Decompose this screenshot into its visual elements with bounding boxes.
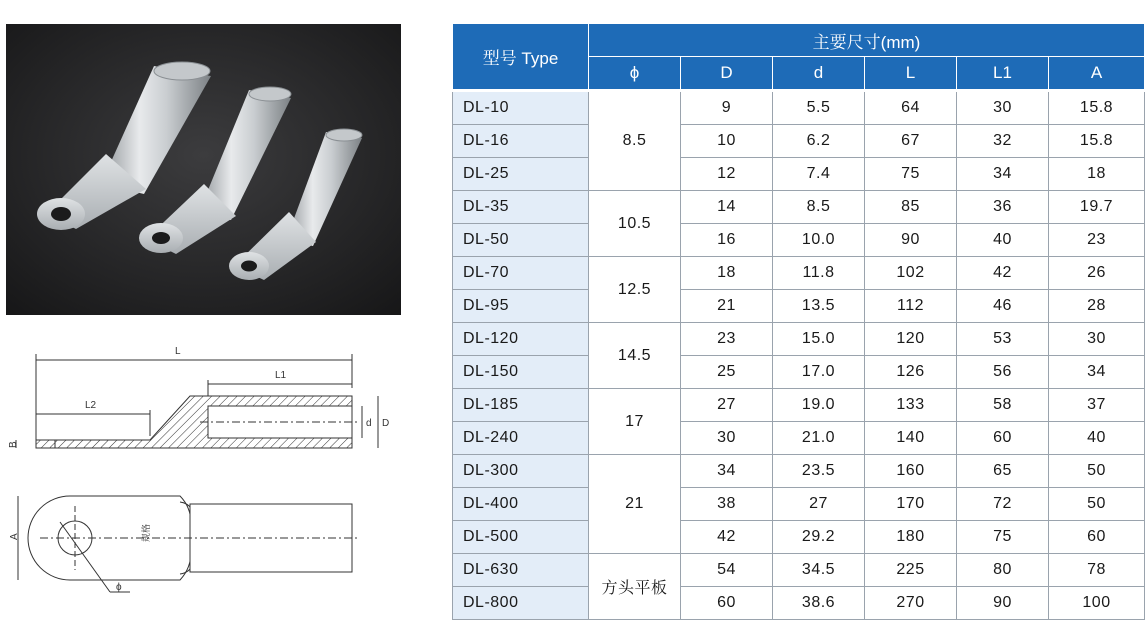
value-cell-L: 85 [865, 191, 957, 224]
technical-drawing [0, 336, 420, 616]
value-cell-A: 78 [1049, 554, 1145, 587]
spec-table [452, 23, 1145, 620]
value-cell-A: 26 [1049, 257, 1145, 290]
dim-A-label: A [9, 533, 20, 540]
value-cell-d: 10.0 [773, 224, 865, 257]
value-cell-A: 40 [1049, 422, 1145, 455]
value-cell-L1: 40 [957, 224, 1049, 257]
side-view [8, 346, 389, 448]
value-cell-d: 38.6 [773, 587, 865, 620]
phi-cell: 方头平板 [589, 554, 681, 620]
value-cell-L: 126 [865, 356, 957, 389]
value-cell-L1: 30 [957, 91, 1049, 125]
model-cell: DL-10 [453, 91, 589, 125]
col-header-L: L [865, 57, 957, 91]
table-row [453, 91, 1145, 125]
value-cell-D: 14 [681, 191, 773, 224]
model-cell: DL-95 [453, 290, 589, 323]
value-cell-L1: 36 [957, 191, 1049, 224]
value-cell-A: 28 [1049, 290, 1145, 323]
value-cell-A: 50 [1049, 488, 1145, 521]
model-cell: DL-16 [453, 125, 589, 158]
model-cell: DL-400 [453, 488, 589, 521]
value-cell-d: 29.2 [773, 521, 865, 554]
model-cell: DL-630 [453, 554, 589, 587]
value-cell-d: 13.5 [773, 290, 865, 323]
value-cell-d: 7.4 [773, 158, 865, 191]
dim-d-label: d [366, 418, 372, 429]
table-row [453, 356, 1145, 389]
value-cell-L1: 56 [957, 356, 1049, 389]
value-cell-L1: 32 [957, 125, 1049, 158]
value-cell-A: 18 [1049, 158, 1145, 191]
product-photo [6, 24, 401, 315]
value-cell-D: 23 [681, 323, 773, 356]
value-cell-A: 100 [1049, 587, 1145, 620]
col-header-D: D [681, 57, 773, 91]
value-cell-L: 112 [865, 290, 957, 323]
top-view [9, 496, 360, 593]
value-cell-L: 75 [865, 158, 957, 191]
table-row [453, 224, 1145, 257]
value-cell-L: 170 [865, 488, 957, 521]
value-cell-d: 6.2 [773, 125, 865, 158]
value-cell-L: 90 [865, 224, 957, 257]
col-header-d: d [773, 57, 865, 91]
model-cell: DL-70 [453, 257, 589, 290]
value-cell-d: 21.0 [773, 422, 865, 455]
dim-L1-label: L1 [275, 370, 287, 381]
value-cell-D: 16 [681, 224, 773, 257]
value-cell-L1: 75 [957, 521, 1049, 554]
value-cell-D: 25 [681, 356, 773, 389]
table-row [453, 257, 1145, 290]
value-cell-L1: 42 [957, 257, 1049, 290]
value-cell-L: 64 [865, 91, 957, 125]
phi-cell: 14.5 [589, 323, 681, 389]
table-row [453, 554, 1145, 587]
value-cell-D: 21 [681, 290, 773, 323]
value-cell-A: 60 [1049, 521, 1145, 554]
table-row [453, 323, 1145, 356]
value-cell-D: 42 [681, 521, 773, 554]
spec-body [453, 91, 1145, 620]
value-cell-A: 15.8 [1049, 125, 1145, 158]
value-cell-d: 5.5 [773, 91, 865, 125]
model-cell: DL-120 [453, 323, 589, 356]
value-cell-D: 38 [681, 488, 773, 521]
value-cell-L1: 65 [957, 455, 1049, 488]
value-cell-d: 27 [773, 488, 865, 521]
value-cell-d: 19.0 [773, 389, 865, 422]
value-cell-L1: 60 [957, 422, 1049, 455]
dim-D-label: D [382, 418, 390, 429]
value-cell-A: 34 [1049, 356, 1145, 389]
value-cell-d: 11.8 [773, 257, 865, 290]
model-cell: DL-185 [453, 389, 589, 422]
phi-cell: 8.5 [589, 91, 681, 191]
model-cell: DL-50 [453, 224, 589, 257]
value-cell-D: 30 [681, 422, 773, 455]
value-cell-L1: 80 [957, 554, 1049, 587]
spec-mark: 规格 [141, 523, 151, 542]
value-cell-d: 23.5 [773, 455, 865, 488]
model-cell: DL-300 [453, 455, 589, 488]
value-cell-L1: 46 [957, 290, 1049, 323]
value-cell-L: 160 [865, 455, 957, 488]
value-cell-A: 23 [1049, 224, 1145, 257]
model-cell: DL-150 [453, 356, 589, 389]
dim-L2-label: L2 [85, 400, 97, 411]
table-row [453, 521, 1145, 554]
col-header-phi: ϕ [589, 57, 681, 91]
dim-B-label: B [8, 441, 19, 448]
table-row [453, 389, 1145, 422]
phi-cell: 10.5 [589, 191, 681, 257]
value-cell-L1: 53 [957, 323, 1049, 356]
value-cell-L: 225 [865, 554, 957, 587]
col-header-A: A [1049, 57, 1145, 91]
value-cell-D: 60 [681, 587, 773, 620]
value-cell-A: 15.8 [1049, 91, 1145, 125]
table-row [453, 455, 1145, 488]
value-cell-L: 67 [865, 125, 957, 158]
dim-phi-label: ϕ [116, 582, 122, 593]
phi-cell: 17 [589, 389, 681, 455]
value-cell-L: 120 [865, 323, 957, 356]
phi-cell: 12.5 [589, 257, 681, 323]
value-cell-L: 180 [865, 521, 957, 554]
model-cell: DL-240 [453, 422, 589, 455]
value-cell-D: 10 [681, 125, 773, 158]
table-row [453, 191, 1145, 224]
value-cell-L: 133 [865, 389, 957, 422]
table-row [453, 587, 1145, 620]
model-cell: DL-35 [453, 191, 589, 224]
model-cell: DL-500 [453, 521, 589, 554]
value-cell-D: 34 [681, 455, 773, 488]
type-header: 型号 Type [453, 24, 589, 91]
value-cell-L1: 58 [957, 389, 1049, 422]
value-cell-L: 270 [865, 587, 957, 620]
value-cell-L1: 34 [957, 158, 1049, 191]
table-row [453, 422, 1145, 455]
value-cell-L: 140 [865, 422, 957, 455]
value-cell-d: 8.5 [773, 191, 865, 224]
value-cell-d: 15.0 [773, 323, 865, 356]
value-cell-D: 54 [681, 554, 773, 587]
value-cell-A: 50 [1049, 455, 1145, 488]
dim-L-label: L [175, 346, 181, 357]
main-dims-header: 主要尺寸(mm) [589, 24, 1145, 57]
model-cell: DL-25 [453, 158, 589, 191]
model-cell: DL-800 [453, 587, 589, 620]
col-header-L1: L1 [957, 57, 1049, 91]
value-cell-D: 18 [681, 257, 773, 290]
table-row [453, 158, 1145, 191]
value-cell-A: 37 [1049, 389, 1145, 422]
value-cell-L1: 72 [957, 488, 1049, 521]
table-row [453, 290, 1145, 323]
value-cell-A: 30 [1049, 323, 1145, 356]
table-row [453, 125, 1145, 158]
phi-cell: 21 [589, 455, 681, 554]
value-cell-d: 17.0 [773, 356, 865, 389]
value-cell-L1: 90 [957, 587, 1049, 620]
value-cell-D: 27 [681, 389, 773, 422]
table-row [453, 488, 1145, 521]
value-cell-D: 12 [681, 158, 773, 191]
value-cell-d: 34.5 [773, 554, 865, 587]
value-cell-L: 102 [865, 257, 957, 290]
value-cell-A: 19.7 [1049, 191, 1145, 224]
value-cell-D: 9 [681, 91, 773, 125]
